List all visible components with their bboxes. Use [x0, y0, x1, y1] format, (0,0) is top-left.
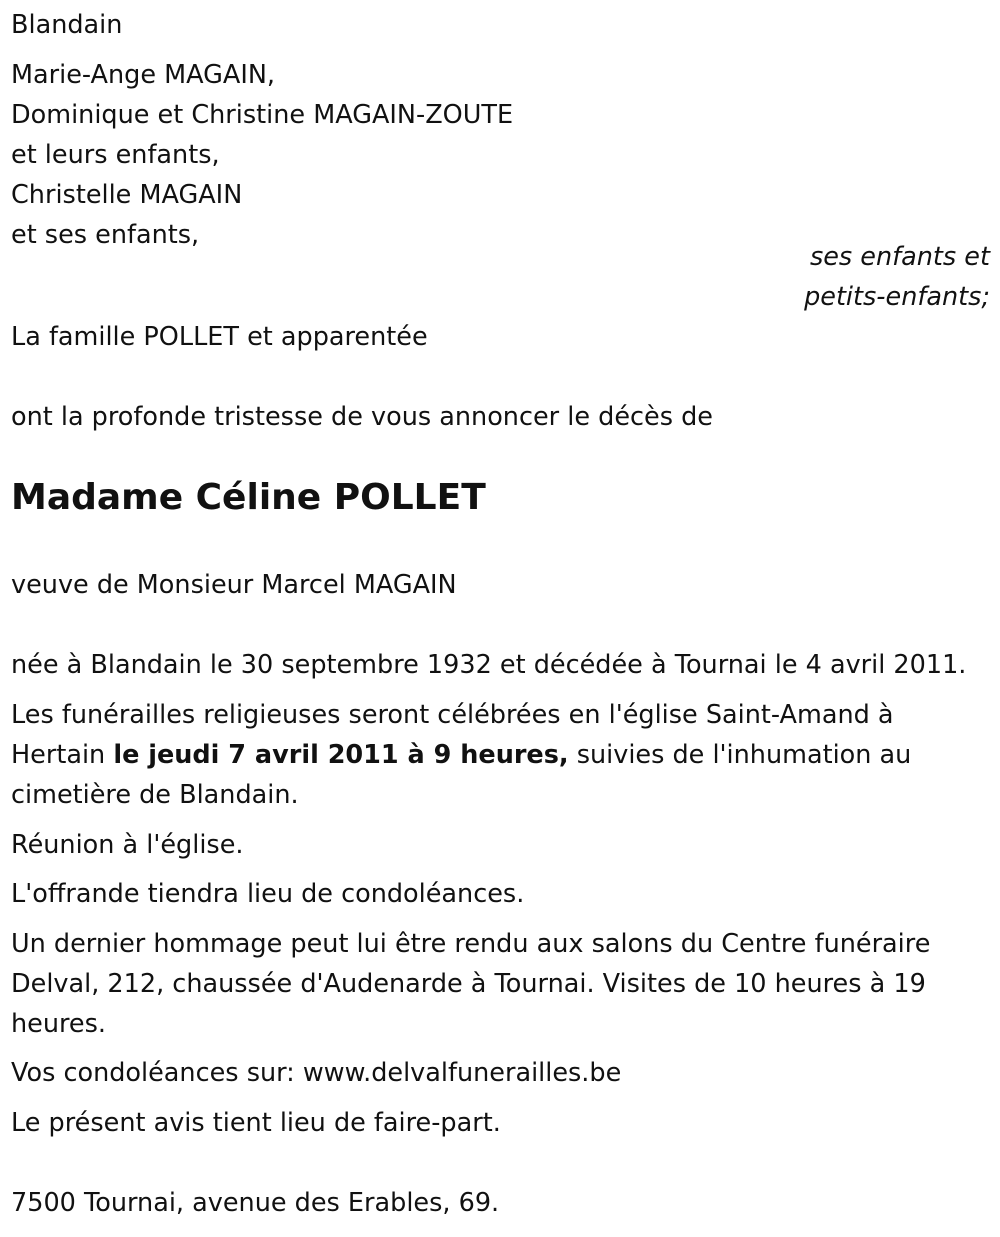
side-note-line: petits-enfants; — [804, 282, 990, 312]
notice — [11, 1103, 990, 1143]
widow-of-text: veuve de Monsieur Marcel MAGAIN — [11, 570, 457, 600]
widow-of — [11, 565, 990, 605]
condolences-website-link[interactable]: www.delvalfunerailles.be — [302, 1058, 622, 1088]
meeting — [11, 825, 990, 865]
extended-family — [11, 317, 990, 357]
birth-death-text: née à Blandain le 30 septembre 1932 et décédée à Tournai le 4 avril 2011. — [11, 650, 967, 680]
family-member-line: et leurs enfants, — [11, 140, 220, 170]
family-member-line: et ses enfants, — [11, 220, 200, 250]
family-member-line: Dominique et Christine MAGAIN-ZOUTE — [11, 100, 514, 130]
side-note — [804, 237, 990, 317]
tribute-paragraph — [11, 924, 986, 1044]
village-heading — [11, 5, 990, 45]
announcement-text: ont la profonde tristesse de vous annoncer le décès de — [11, 402, 713, 432]
side-note-line: ses enfants et — [809, 242, 990, 272]
offering — [11, 874, 990, 914]
address-text: 7500 Tournai, avenue des Erables, 69. — [11, 1188, 500, 1218]
funeral-text-after: suivies de l'inhumation au cimetière de Blandain. — [11, 740, 912, 810]
address — [11, 1183, 990, 1223]
family-member-line: Christelle MAGAIN — [11, 180, 243, 210]
deceased-name-text: Madame Céline POLLET — [11, 477, 486, 518]
family-member-line: Marie-Ange MAGAIN, — [11, 60, 276, 90]
family-members — [11, 55, 990, 255]
condolences-label: Vos condoléances sur: — [11, 1058, 303, 1088]
tribute-text: Un dernier hommage peut lui être rendu aux salons du Centre funéraire Delval, 212, chaussée d'Audenarde à Tournai. Visites de 10 heures à 19 heures. — [11, 929, 931, 1039]
extended-family-text: La famille POLLET et apparentée — [11, 322, 428, 352]
offering-text: L'offrande tiendra lieu de condoléances. — [11, 879, 525, 909]
village-name: Blandain — [11, 10, 123, 40]
notice-text: Le présent avis tient lieu de faire-part. — [11, 1108, 501, 1138]
meeting-text: Réunion à l'église. — [11, 830, 244, 860]
funeral-text-before: Les funérailles religieuses seront célébrées en l'église Saint-Amand à Hertain — [11, 700, 894, 770]
announcement — [11, 397, 990, 437]
funeral-date: le jeudi 7 avril 2011 à 9 heures, — [113, 740, 569, 770]
funeral-paragraph — [11, 695, 941, 815]
condolences — [11, 1053, 990, 1093]
deceased-name — [11, 476, 990, 520]
birth-death — [11, 645, 990, 685]
